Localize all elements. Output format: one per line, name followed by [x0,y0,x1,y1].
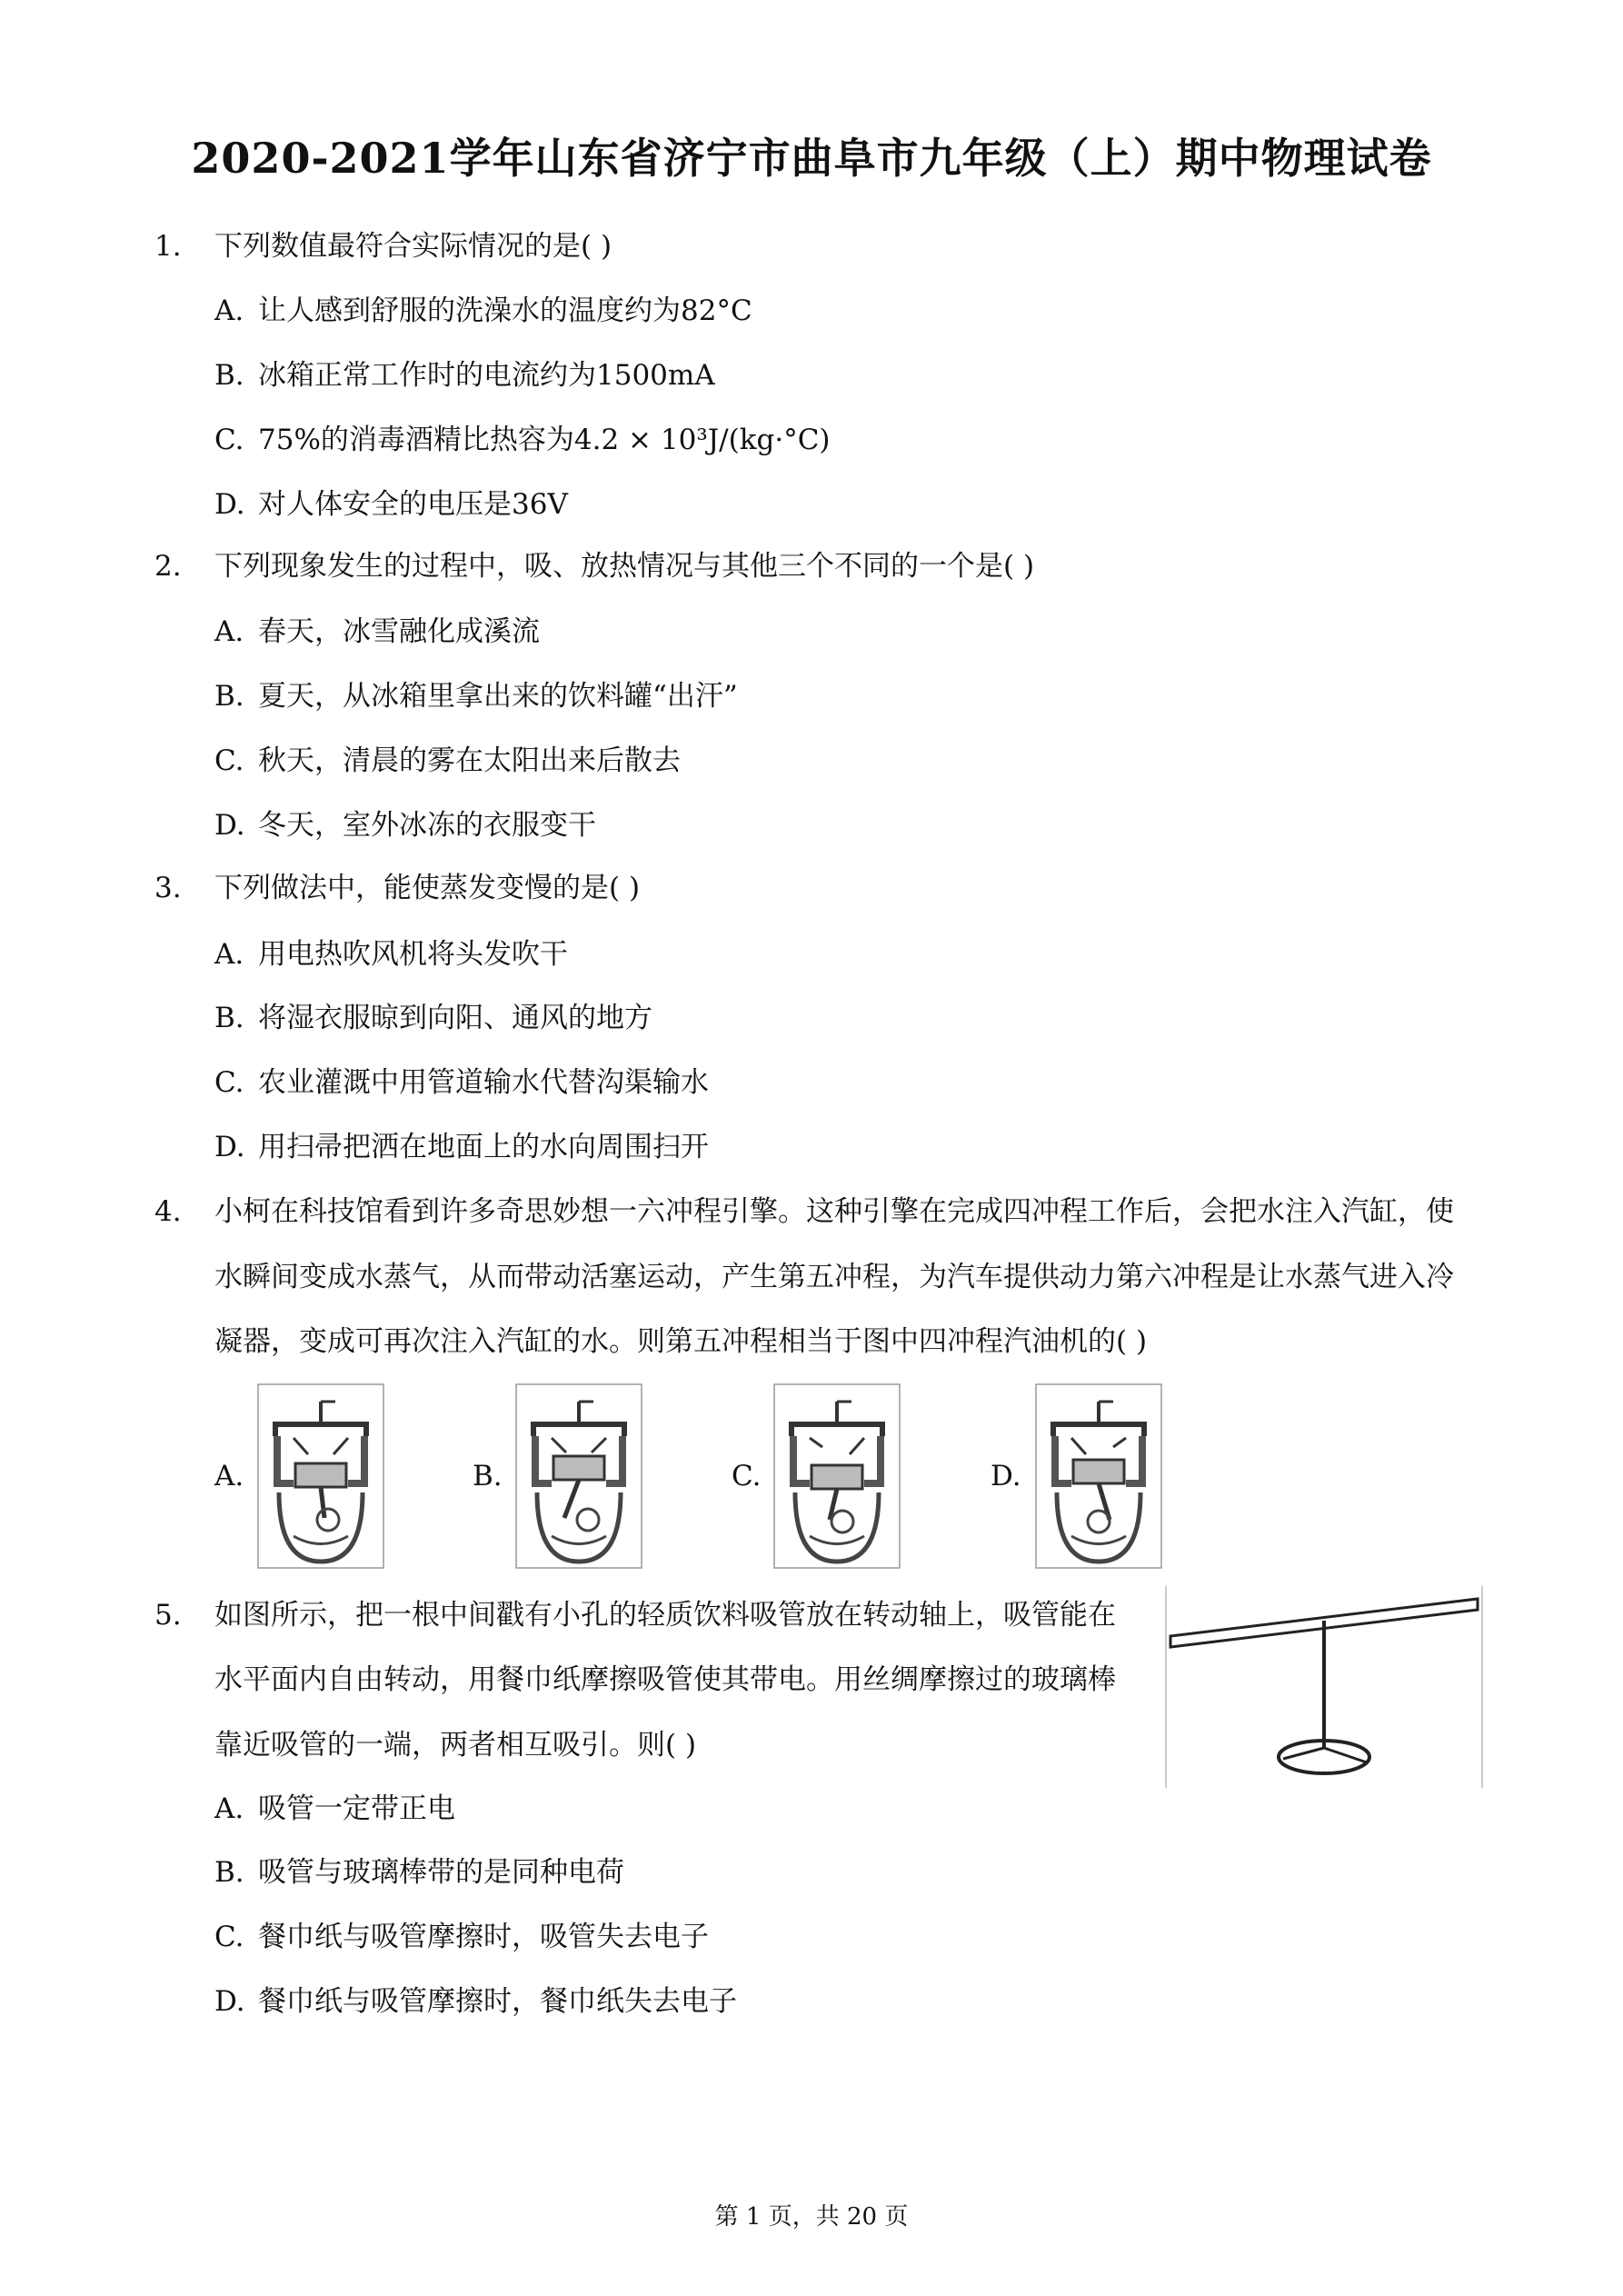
option-text: 餐巾纸与吸管摩擦时，餐巾纸失去电子 [258,1985,737,2018]
option-letter: C. [214,424,244,456]
option-text: 用电热吹风机将头发吹干 [258,938,568,971]
option-letter: D. [214,488,245,521]
option-1b [214,357,715,394]
option-3c [214,1064,709,1101]
option-text: 农业灌溉中用管道输水代替沟渠输水 [258,1066,709,1099]
page-footer: 第 1 页，共 20 页 [714,2203,909,2231]
engine-option-label: D. [991,1460,1021,1492]
option-letter: C. [214,1066,244,1099]
option-5a [214,1791,455,1827]
option-letter: A. [214,938,244,971]
engine-option-label: A. [214,1460,244,1492]
question-number: 2. [154,550,182,583]
engine-option-label: B. [473,1460,503,1492]
question-number: 5. [154,1599,182,1632]
straw-on-pivot-svg [1165,1586,1483,1788]
option-text: 将湿衣服晾到向阳、通风的地方 [258,1002,652,1034]
option-text: 秋天，清晨的雾在太阳出来后散去 [258,744,681,777]
option-letter: A. [214,615,244,648]
option-text: 吸管与玻璃棒带的是同种电荷 [258,1856,624,1889]
question-stem-line: 靠近吸管的一端，两者相互吸引。则( ) [214,1729,697,1762]
engine-diagram-a [257,1383,384,1569]
option-letter: C. [214,744,244,777]
straw-figure [1165,1586,1483,1788]
question-number: 4. [154,1195,182,1228]
option-text: 餐巾纸与吸管摩擦时，吸管失去电子 [258,1921,709,1953]
option-1c [214,422,831,458]
question-stem-line: 小柯在科技馆看到许多奇思妙想一六冲程引擎。这种引擎在完成四冲程工作后，会把水注入汽缸，使 [214,1195,1454,1228]
engine-diagram-b [515,1383,642,1569]
engine-diagram-d [1035,1383,1162,1569]
question-stem-line: 如图所示，把一根中间戳有小孔的轻质饮料吸管放在转动轴上，吸管能在 [214,1599,1116,1632]
option-text: 用扫帚把洒在地面上的水向周围扫开 [258,1131,709,1163]
option-2a [214,614,540,650]
question-stem: 下列现象发生的过程中，吸、放热情况与其他三个不同的一个是( ) [214,550,1035,583]
option-3a [214,936,568,973]
option-5c [214,1919,709,1955]
option-letter: D. [214,1985,245,2018]
option-2d [214,807,596,844]
option-text: 让人感到舒服的洗澡水的温度约为82°C [258,294,752,327]
option-letter: B. [214,1002,244,1034]
option-2b [214,678,738,714]
question-stem: 下列数值最符合实际情况的是( ) [214,230,612,263]
question-stem-line: 凝器，变成可再次注入汽缸的水。则第五冲程相当于图中四冲程汽油机的( ) [214,1325,1148,1358]
option-5b [214,1854,624,1891]
option-3b [214,1000,652,1036]
option-text: 春天，冰雪融化成溪流 [258,615,540,648]
question-number: 1. [154,230,182,263]
option-letter: C. [214,1921,244,1953]
option-2c [214,743,681,779]
question-stem-line: 水平面内自由转动，用餐巾纸摩擦吸管使其带电。用丝绸摩擦过的玻璃棒 [214,1663,1116,1696]
engine-option-label: C. [732,1460,762,1492]
engine-b-svg [515,1383,642,1569]
engine-c-svg [773,1383,901,1569]
question-stem-line: 水瞬间变成水蒸气，从而带动活塞运动，产生第五冲程，为汽车提供动力第六冲程是让水蒸气进入冷 [214,1261,1454,1293]
option-letter: D. [214,1131,245,1163]
question-stem: 下列做法中，能使蒸发变慢的是( ) [214,872,641,904]
question-number: 3. [154,872,182,904]
option-text: 夏天，从冰箱里拿出来的饮料罐“出汗” [258,680,738,713]
option-text: 75%的消毒酒精比热容为4.2 × 10³J/(kg·°C) [258,424,831,456]
option-1a [214,293,752,329]
option-text: 吸管一定带正电 [258,1792,455,1825]
option-5d [214,1983,737,2020]
option-letter: A. [214,294,244,327]
option-text: 对人体安全的电压是36V [258,488,568,521]
engine-diagram-c [773,1383,901,1569]
option-1d [214,486,568,523]
option-3d [214,1129,709,1165]
option-text: 冬天，室外冰冻的衣服变干 [258,809,596,842]
option-letter: B. [214,1856,244,1889]
page-title: 2020-2021学年山东省济宁市曲阜市九年级（上）期中物理试卷 [191,134,1432,183]
option-letter: B. [214,359,244,392]
engine-d-svg [1035,1383,1162,1569]
engine-a-svg [257,1383,384,1569]
option-text: 冰箱正常工作时的电流约为1500mA [258,359,715,392]
option-letter: D. [214,809,245,842]
option-letter: B. [214,680,244,713]
option-letter: A. [214,1792,244,1825]
